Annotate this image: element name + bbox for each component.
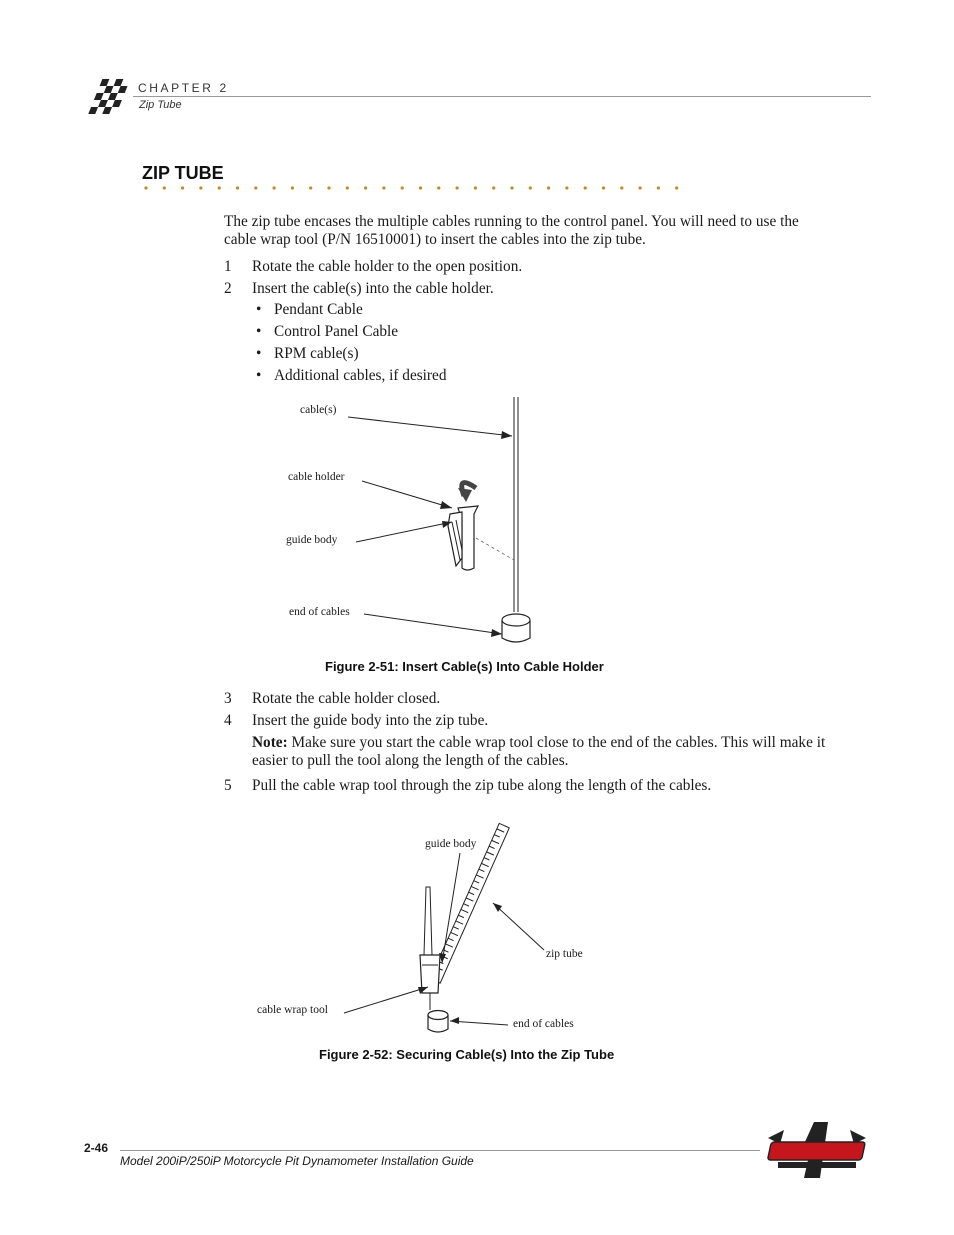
divider-dot <box>492 186 495 189</box>
step-text: Insert the guide body into the zip tube. <box>252 712 489 729</box>
note-text: Make sure you start the cable wrap tool close to the end of the cables. This will make it easier to pull the tool along the length of the cables. <box>252 734 826 769</box>
divider-dot <box>565 186 568 189</box>
bullet-text: Additional cables, if desired <box>274 367 447 384</box>
divider-dot <box>401 186 404 189</box>
chapter-subtitle: Zip Tube <box>139 99 182 111</box>
step-number: 4 <box>224 712 232 729</box>
header-divider <box>133 96 871 97</box>
figure-caption: Figure 2-52: Securing Cable(s) Into the Zip Tube <box>319 1047 615 1062</box>
divider-dot <box>346 186 349 189</box>
intro-paragraph: The zip tube encases the multiple cables running to the control panel. You will need to use the cable wrap tool (P/N 16510001) to insert the cables into the zip tube. <box>224 213 799 248</box>
list-item: • Control Panel Cable <box>256 323 399 340</box>
divider-dot <box>602 186 605 189</box>
label-end-of-cables: end of cables <box>513 1018 574 1030</box>
divider-dot <box>181 186 184 189</box>
divider-dot <box>474 186 477 189</box>
divider-dot <box>291 186 294 189</box>
label-cable-wrap-tool: cable wrap tool <box>257 1004 328 1016</box>
page-number: 2-46 <box>84 1141 109 1155</box>
divider-dot <box>236 186 239 189</box>
divider-dot <box>547 186 550 189</box>
guide-title: Model 200iP/250iP Motorcycle Pit Dynamometer Installation Guide <box>120 1154 474 1168</box>
bullet-text: RPM cable(s) <box>274 345 359 362</box>
label-end-of-cables: end of cables <box>289 606 350 618</box>
label-zip-tube: zip tube <box>546 948 583 960</box>
step-text: Rotate the cable holder closed. <box>252 690 441 707</box>
divider-dot <box>437 186 440 189</box>
label-cables: cable(s) <box>300 404 337 416</box>
chapter-label: CHAPTER 2 <box>138 81 229 95</box>
divider-dot <box>620 186 623 189</box>
dotted-divider <box>142 182 692 194</box>
divider-dot <box>309 186 312 189</box>
divider-dot <box>510 186 513 189</box>
footer-divider <box>120 1150 760 1151</box>
divider-dot <box>364 186 367 189</box>
bullet-text: Control Panel Cable <box>274 323 399 340</box>
label-guide-body: guide body <box>286 534 338 546</box>
note-label: Note: <box>252 734 288 751</box>
divider-dot <box>163 186 166 189</box>
divider-dot <box>529 186 532 189</box>
list-item: • RPM cable(s) <box>256 345 359 362</box>
divider-dot <box>419 186 422 189</box>
divider-dot <box>273 186 276 189</box>
figure-caption: Figure 2-51: Insert Cable(s) Into Cable Holder <box>325 659 604 674</box>
divider-dot <box>657 186 660 189</box>
dynojet-logo-icon <box>764 1120 870 1182</box>
bullet-text: Pendant Cable <box>274 301 363 318</box>
divider-dot <box>675 186 678 189</box>
divider-dot <box>199 186 202 189</box>
step-text: Insert the cable(s) into the cable holder. <box>252 280 494 297</box>
label-guide-body: guide body <box>425 838 477 850</box>
divider-dot <box>382 186 385 189</box>
list-item: • Additional cables, if desired <box>256 367 447 384</box>
step-number: 5 <box>224 777 232 794</box>
divider-dot <box>327 186 330 189</box>
checkered-flag-icon <box>80 75 132 120</box>
step-number: 1 <box>224 258 232 275</box>
divider-dot <box>218 186 221 189</box>
list-item: • Pendant Cable <box>256 301 363 318</box>
step-number: 3 <box>224 690 232 707</box>
step-text: Rotate the cable holder to the open position. <box>252 258 523 275</box>
divider-dot <box>456 186 459 189</box>
label-cable-holder: cable holder <box>288 471 345 483</box>
divider-dot <box>144 186 147 189</box>
step-number: 2 <box>224 280 232 297</box>
section-title: ZIP TUBE <box>142 163 224 183</box>
step-text: Pull the cable wrap tool through the zip tube along the length of the cables. <box>252 777 712 794</box>
divider-dot <box>254 186 257 189</box>
divider-dot <box>639 186 642 189</box>
divider-dot <box>584 186 587 189</box>
note-paragraph <box>252 734 827 770</box>
